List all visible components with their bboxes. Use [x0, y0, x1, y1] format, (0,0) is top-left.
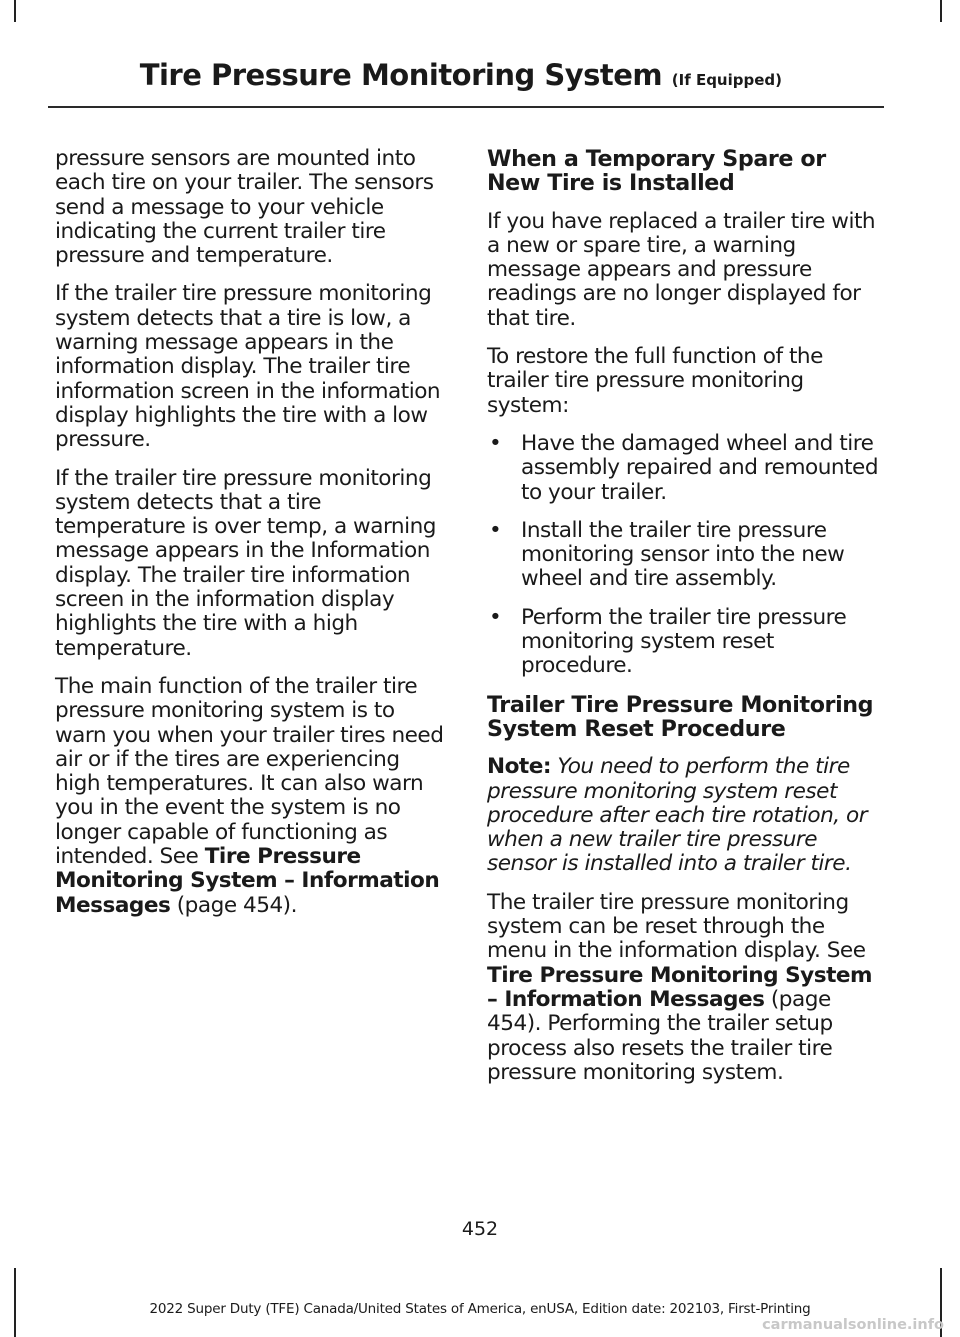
note-text: You need to perform the tire pressure monitoring system reset procedure after each tire rotation, or when a new trailer tire pressure sensor is installed into a trailer tire.	[487, 754, 868, 877]
left-paragraph-4	[55, 675, 447, 918]
page-number: 452	[461, 1218, 499, 1240]
note-label: Note:	[487, 754, 552, 780]
left-paragraph-3: If the trailer tire pressure monitoring system detects that a tire temperature is over temp, a warning message appears in the Information display. The trailer tire information screen in the information display highlights the tire with a high temperature.	[55, 465, 437, 661]
list-item	[487, 606, 879, 679]
cross-reference-link[interactable]: Tire Pressure Monitoring System – Information Messages	[487, 962, 873, 1012]
page-header-title	[140, 58, 782, 92]
section-heading-reset-procedure: Trailer Tire Pressure Monitoring System Reset Procedure	[487, 691, 874, 742]
right-column	[487, 147, 879, 1099]
left-paragraph-4-text: The main function of the trailer tire pressure monitoring system is to warn you when your trailer tires need air or if the tires are experiencing high temperatures. It can also warn you in the event the system is no longer capable of functioning as intended. See	[55, 673, 444, 870]
list-item-text: Have the damaged wheel and tire assembly repaired and remounted to your trailer.	[521, 430, 879, 505]
list-item	[487, 432, 879, 505]
right-paragraph-1: If you have replaced a trailer tire with a new or spare tire, a warning message appears and pressure readings are no longer displayed for that tire.	[487, 208, 876, 331]
left-paragraph-2: If the trailer tire pressure monitoring system detects that a tire is low, a warning message appears in the information display. The trailer tire information screen in the information display highlights the tire with a low pressure.	[55, 281, 441, 453]
right-paragraph-3-text: The trailer tire pressure monitoring system can be reset through the menu in the information display. See	[487, 889, 866, 964]
left-paragraph-1: pressure sensors are mounted into each tire on your trailer. The sensors send a message to your vehicle indicating the current trailer tire pressure and temperature.	[55, 146, 434, 269]
right-paragraph-3-after: (page 454). Performing the trailer setup process also resets the trailer tire pressure monitoring system.	[487, 986, 833, 1085]
edition-footer: 2022 Super Duty (TFE) Canada/United States of America, enUSA, Edition date: 202103, First-Printing	[149, 1301, 811, 1317]
cross-reference-page: (page 454).	[176, 892, 297, 918]
right-paragraph-3	[487, 891, 879, 1085]
list-item-text: Install the trailer tire pressure monitoring sensor into the new wheel and tire assembly.	[521, 517, 845, 592]
header-divider	[48, 106, 884, 108]
list-item	[487, 519, 879, 592]
bullet-icon: •	[489, 430, 502, 456]
note-paragraph	[487, 755, 879, 876]
left-column	[55, 147, 447, 932]
right-paragraph-2: To restore the full function of the trailer tire pressure monitoring system:	[487, 344, 823, 418]
header-title-text: Tire Pressure Monitoring System	[139, 58, 663, 92]
crop-mark-top-left	[14, 0, 16, 22]
list-item-text: Perform the trailer tire pressure monitoring system reset procedure.	[521, 604, 847, 679]
section-heading-spare-tire: When a Temporary Spare or New Tire is Installed	[487, 146, 826, 197]
cross-reference-link[interactable]: Tire Pressure Monitoring System – Information Messages	[55, 844, 440, 918]
header-subtitle: (If Equipped)	[671, 71, 782, 89]
bullet-icon: •	[489, 517, 502, 543]
bullet-icon: •	[489, 604, 502, 630]
crop-mark-top-right	[940, 0, 942, 22]
watermark: carmanualsonline.info	[762, 1317, 944, 1333]
restore-steps-list	[487, 432, 879, 679]
